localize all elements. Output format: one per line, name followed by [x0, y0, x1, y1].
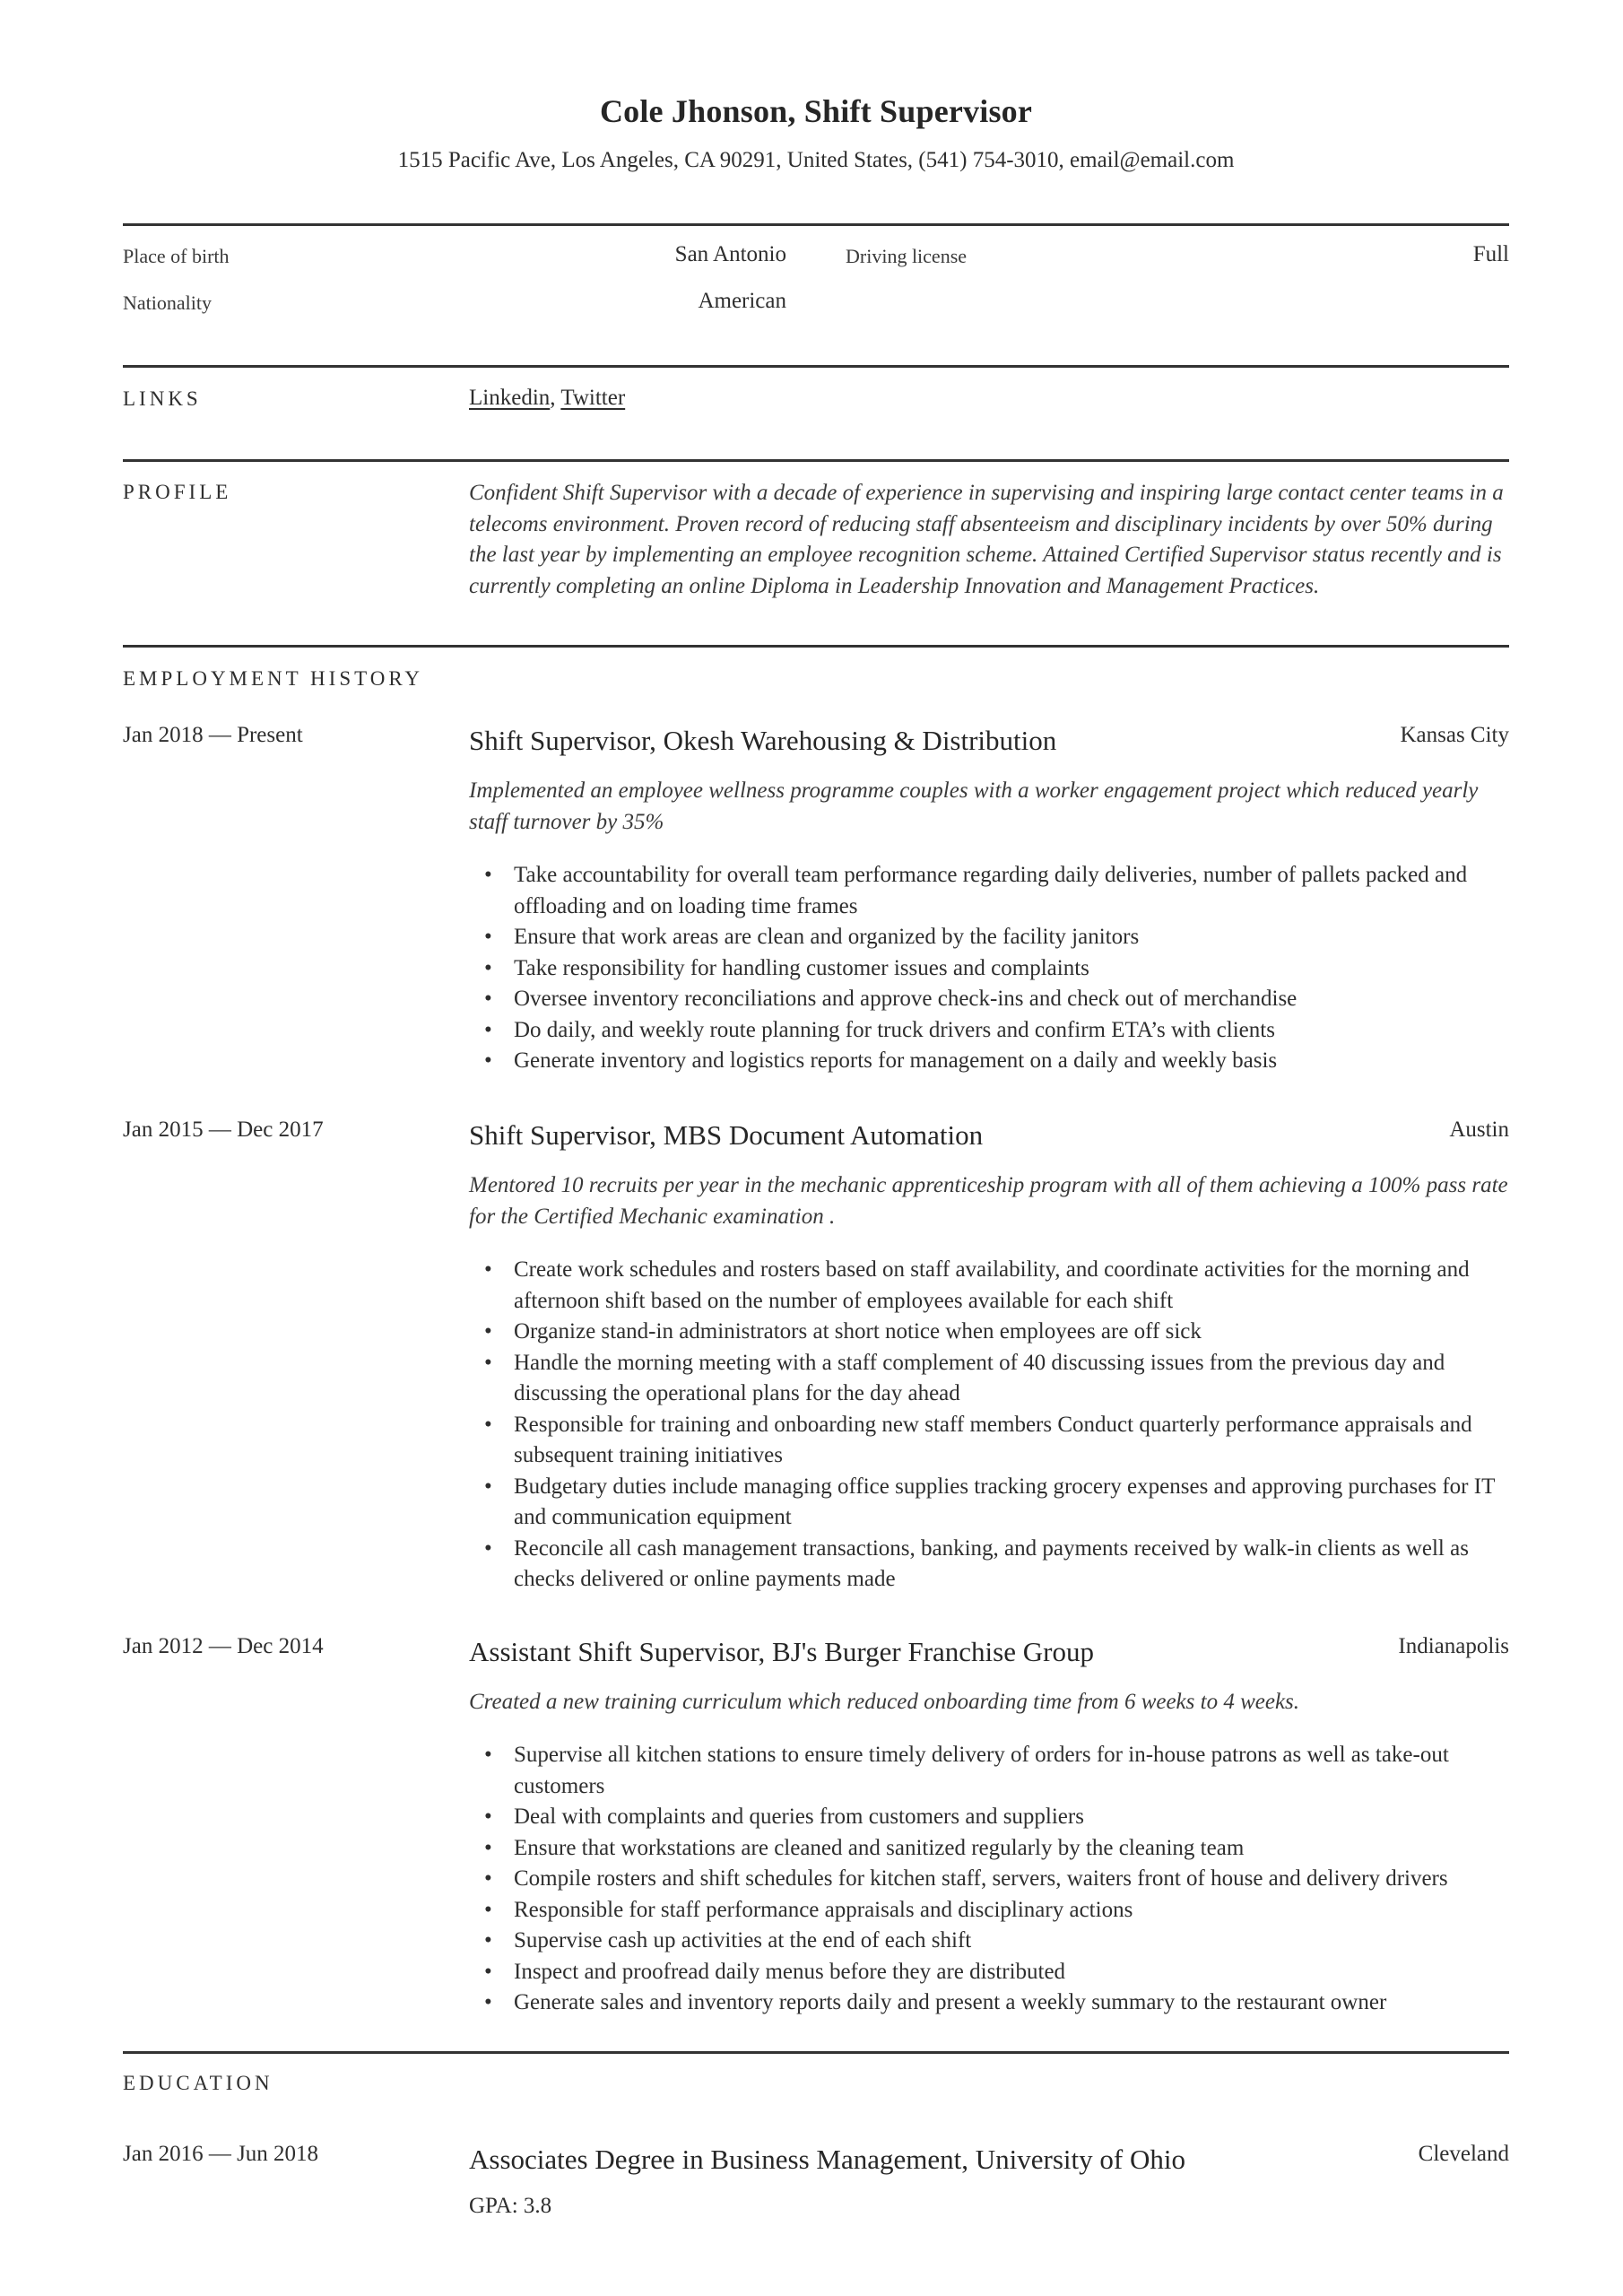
job-dates: Jan 2018 — Present: [123, 723, 303, 747]
job-title: Shift Supervisor, MBS Document Automation: [469, 1119, 984, 1151]
employment-heading: EMPLOYMENT HISTORY: [123, 667, 424, 690]
contact-info: 1515 Pacific Ave, Los Angeles, CA 90291, United States, (541) 754-3010, email@email.com: [397, 148, 1235, 172]
bullet-icon: •: [484, 1535, 492, 1561]
job-content: [469, 1118, 1509, 1596]
twitter-link[interactable]: Twitter: [560, 386, 626, 410]
list-item: • Responsible for staff performance appraisals and disciplinary actions: [469, 1895, 1509, 1926]
job-dates: Jan 2012 — Dec 2014: [123, 1634, 324, 1658]
list-item: • Do daily, and weekly route planning for truck drivers and confirm ETA’s with clients: [469, 1015, 1509, 1047]
list-item: • Generate sales and inventory reports daily and present a weekly summary to the restaurant owner: [469, 1987, 1509, 2019]
bullet-icon: •: [484, 1048, 492, 1073]
bullet-icon: •: [484, 1835, 492, 1860]
section-divider: [123, 645, 1509, 648]
list-item: • Ensure that workstations are cleaned and sanitized regularly by the cleaning team: [469, 1833, 1509, 1865]
job-summary: Mentored 10 recruits per year in the mechanic apprenticeship program with all of them achieving a 100% pass rate for the Certified Mechanic examination .: [469, 1173, 1508, 1229]
section-divider: [123, 365, 1509, 368]
job-city: Indianapolis: [1398, 1634, 1509, 1658]
bullet-icon: •: [484, 1412, 492, 1437]
job-dates: Jan 2015 — Dec 2017: [123, 1118, 324, 1142]
bullet-icon: •: [484, 955, 492, 980]
candidate-name-title: Cole Jhonson, Shift Supervisor: [599, 93, 1033, 129]
place-of-birth-label: Place of birth: [123, 245, 230, 267]
education-heading: EDUCATION: [123, 2072, 273, 2094]
list-item: • Ensure that work areas are clean and organized by the facility janitors: [469, 922, 1509, 953]
gpa-value: GPA: 3.8: [469, 2194, 552, 2218]
nationality-label: Nationality: [123, 291, 212, 314]
bullet-icon: •: [484, 1897, 492, 1922]
job-summary: Created a new training curriculum which reduced onboarding time from 6 weeks to 4 weeks.: [469, 1690, 1300, 1714]
profile-summary: Confident Shift Supervisor with a decade of experience in supervising and inspiring large contact center teams in a telecoms environment. Proven record of reducing staff absenteeism and disciplinary incidents by over 50% during the last year by implementing an employee recognition scheme. Attained Certified Supervisor status recently and is currently completing an online Diploma in Leadership Innovation and Management Practices.: [469, 481, 1504, 598]
bullet-icon: •: [484, 1866, 492, 1891]
bullet-icon: •: [484, 925, 492, 949]
place-of-birth-value: San Antonio: [674, 242, 786, 266]
driving-license-label: Driving license: [846, 245, 968, 267]
nationality-value: American: [698, 289, 786, 313]
list-item: • Supervise cash up activities at the end of each shift: [469, 1926, 1509, 1957]
link-separator: ,: [550, 386, 561, 410]
bullet-icon: •: [484, 1017, 492, 1042]
section-divider: [123, 2051, 1509, 2054]
list-item: • Budgetary duties include managing office supplies tracking grocery expenses and approving purchases for IT and communication equipment: [469, 1472, 1509, 1534]
list-item: • Deal with complaints and queries from customers and suppliers: [469, 1802, 1509, 1833]
degree-title: Associates Degree in Business Management, University of Ohio: [469, 2144, 1185, 2175]
driving-license-value: Full: [1472, 242, 1509, 266]
list-item: • Supervise all kitchen stations to ensure timely delivery of orders for in-house patrons as well as take-out customers: [469, 1740, 1509, 1802]
bullet-icon: •: [484, 1350, 492, 1375]
personal-details: [123, 242, 1509, 332]
section-divider: [123, 459, 1509, 462]
job-content: [469, 723, 1509, 1077]
education-city: Cleveland: [1418, 2142, 1509, 2166]
links-section: [123, 386, 1509, 422]
job-responsibilities: [469, 1255, 1509, 1596]
job-title: Shift Supervisor, Okesh Warehousing & Distribution: [469, 725, 1057, 756]
job-city: Kansas City: [1400, 723, 1509, 747]
bullet-icon: •: [484, 1959, 492, 1984]
section-divider: [123, 223, 1509, 226]
job-responsibilities: [469, 1740, 1509, 2019]
list-item: • Handle the morning meeting with a staff complement of 40 discussing issues from the previous day and discussing the operational plans for the day ahead: [469, 1348, 1509, 1410]
bullet-icon: •: [484, 987, 492, 1011]
job-responsibilities: [469, 860, 1509, 1077]
list-item: • Take responsibility for handling customer issues and complaints: [469, 953, 1509, 985]
linkedin-link[interactable]: Linkedin: [469, 386, 551, 410]
job-city: Austin: [1449, 1118, 1509, 1142]
list-item: • Organize stand-in administrators at short notice when employees are off sick: [469, 1317, 1509, 1348]
links-list: [469, 386, 1509, 411]
bullet-icon: •: [484, 863, 492, 887]
list-item: • Take accountability for overall team performance regarding daily deliveries, number of pallets packed and offloading and on loading time frames: [469, 860, 1509, 922]
job-summary: Implemented an employee wellness programme couples with a worker engagement project which reduced yearly staff turnover by 35%: [469, 778, 1479, 834]
bullet-icon: •: [484, 1474, 492, 1499]
list-item: • Create work schedules and rosters based on staff availability, and coordinate activities for the morning and afternoon shift based on the number of employees available for each shift: [469, 1255, 1509, 1317]
profile-heading: PROFILE: [123, 481, 232, 503]
bullet-icon: •: [484, 1990, 492, 2014]
profile-section: [123, 478, 1509, 613]
list-item: • Generate inventory and logistics reports for management on a daily and weekly basis: [469, 1046, 1509, 1077]
bullet-icon: •: [484, 1257, 492, 1282]
links-heading: LINKS: [123, 387, 202, 410]
job-title: Assistant Shift Supervisor, BJ's Burger Franchise Group: [469, 1636, 1094, 1667]
education-dates: Jan 2016 — Jun 2018: [123, 2142, 319, 2166]
list-item: • Inspect and proofread daily menus before they are distributed: [469, 1957, 1509, 1988]
job-content: [469, 1634, 1509, 2019]
bullet-icon: •: [484, 1319, 492, 1344]
resume-page: [123, 0, 1509, 2218]
list-item: • Oversee inventory reconciliations and approve check-ins and check out of merchandise: [469, 984, 1509, 1015]
bullet-icon: •: [484, 1928, 492, 1952]
list-item: • Reconcile all cash management transactions, banking, and payments received by walk-in clients as well as checks delivered or online payments made: [469, 1534, 1509, 1596]
list-item: • Responsible for training and onboarding new staff members Conduct quarterly performance appraisals and subsequent training initiatives: [469, 1410, 1509, 1472]
bullet-icon: •: [484, 1743, 492, 1767]
resume-header: [123, 0, 1509, 176]
list-item: • Compile rosters and shift schedules for kitchen staff, servers, waiters front of house and delivery drivers: [469, 1864, 1509, 1895]
bullet-icon: •: [484, 1805, 492, 1829]
education-content: [469, 2142, 1509, 2219]
